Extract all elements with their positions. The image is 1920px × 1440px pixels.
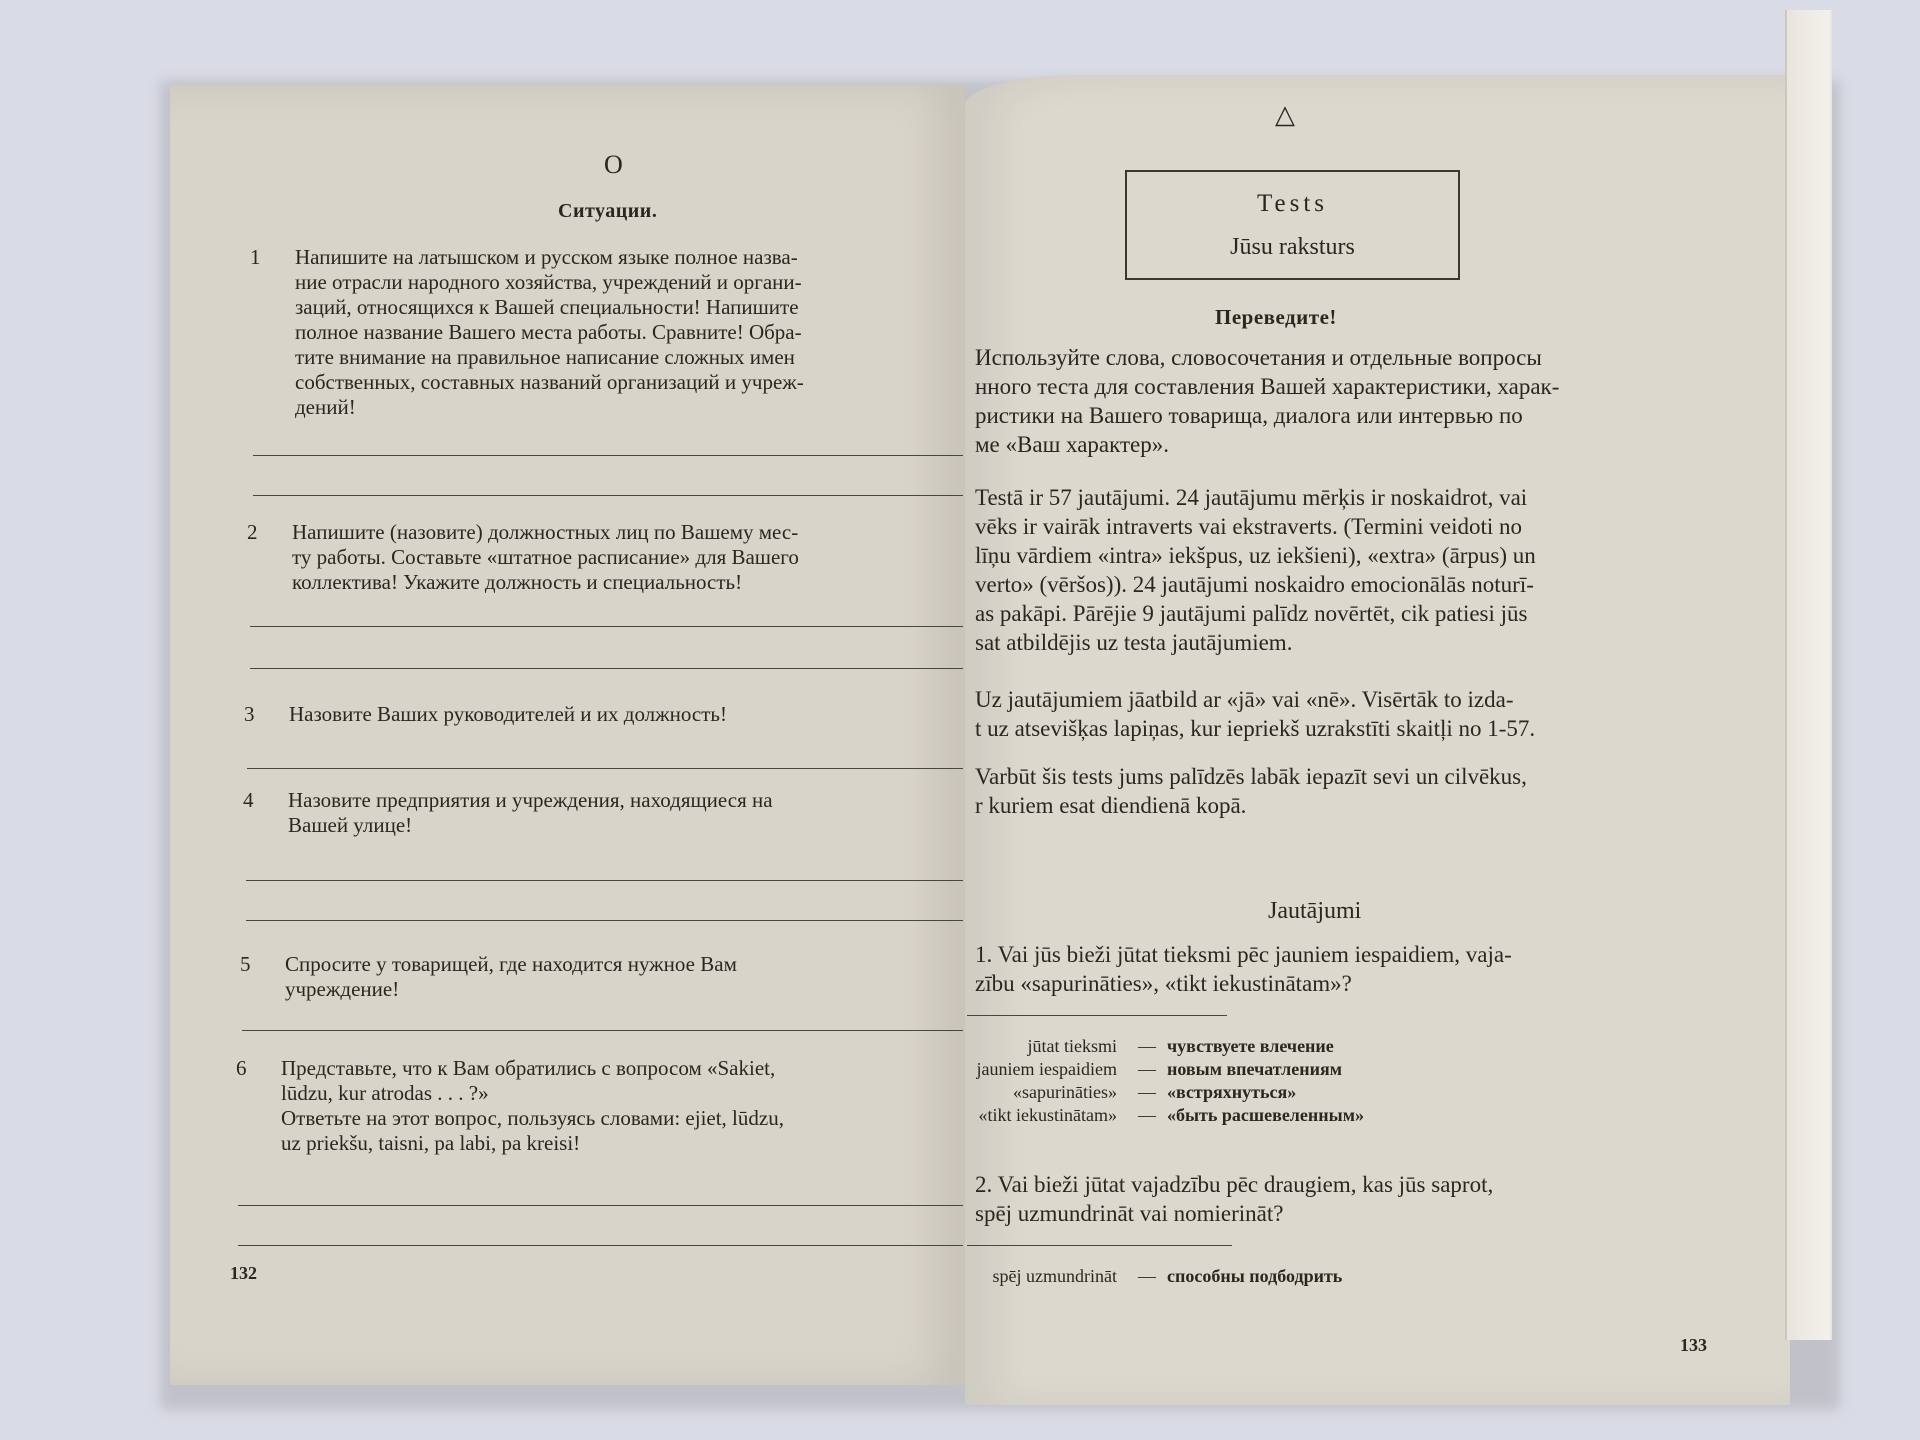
vocab-row [967, 1058, 1364, 1081]
vocab-russian: чувствуете влечение [1167, 1036, 1334, 1056]
question-1: 1. Vai jūs bieži jūtat tieksmi pēc jauniem iespaidiem, vaja- zību «sapurināties», «tikt iekustinātam»? [975, 942, 1512, 996]
item-number: 6 [236, 1056, 247, 1080]
answer-line [242, 1030, 963, 1031]
left-page-number: 132 [230, 1263, 257, 1283]
item-number: 4 [243, 788, 254, 812]
test-description-paragraph: Testā ir 57 jautājumi. 24 jautājumu mērķis ir noskaidrot, vai vēks ir vairāk intraverts vai ekstraverts. (Termini veidoti no līņu vārdiem «intra» iekšpus, uz iekšieni), «extra» (ārpus) un verto» (vēršos)). 24 jautājumi noskaidro emocionālās noturī- as pakāpi. Pārējie 9 jautājumi palīdz novērtēt, cik patiesi jūs sat atbildējis uz testa jautājumiem. [975, 485, 1536, 655]
vocab-dash: — [1138, 1266, 1156, 1286]
answer-line [967, 1015, 1227, 1016]
item-number: 5 [240, 952, 251, 976]
answer-line [253, 455, 963, 456]
vocab-row [967, 1104, 1364, 1127]
answer-line [250, 626, 963, 627]
vocab-latvian: spēj uzmundrināt [992, 1266, 1117, 1286]
answer-line [247, 768, 963, 769]
item-text: Напишите (назовите) должностных лиц по Вашему мес- ту работы. Составьте «штатное расписание» для Вашего коллектива! Укажите должность и специальность! [292, 520, 799, 594]
item-text: Спросите у товарищей, где находится нужное Вам учреждение! [285, 952, 737, 1001]
translate-heading: Переведите! [1215, 305, 1337, 329]
vocab-russian: способны подбодрить [1167, 1266, 1343, 1286]
item-number: 1 [250, 245, 261, 269]
questions-heading: Jautājumi [1268, 898, 1362, 924]
answer-line [246, 880, 963, 881]
item-number: 2 [247, 520, 258, 544]
answer-line [967, 1245, 1232, 1246]
item-number: 3 [244, 702, 255, 726]
vocab-dash: — [1138, 1082, 1156, 1102]
vocab-dash: — [1138, 1059, 1156, 1079]
tests-title-box [1125, 170, 1460, 280]
vocab-table-2 [967, 1265, 1342, 1288]
circle-symbol: O [604, 150, 623, 179]
item-text: Напишите на латышском и русском языке полное назва- ние отрасли народного хозяйства, учреждений и органи- заций, относящихся к Вашей специальности! Напишите полное название Вашего места работы. Сравните! Обра- тите внимание на правильное написание сложных имен собственных, составных названий организаций и учреж- дений! [295, 245, 804, 419]
vocab-row [967, 1081, 1364, 1104]
answer-line [246, 920, 963, 921]
tests-subtitle: Jūsu raksturs [1230, 234, 1355, 260]
triangle-symbol: △ [1275, 100, 1295, 129]
answer-line [238, 1245, 963, 1246]
answer-line [238, 1205, 963, 1206]
vocab-russian: «встряхнуться» [1167, 1082, 1297, 1102]
item-text: Назовите Ваших руководителей и их должность! [289, 702, 727, 726]
vocab-latvian: jauniem iespaidiem [976, 1059, 1117, 1079]
question-2: 2. Vai bieži jūtat vajadzību pēc draugiem, kas jūs saprot, spēj uzmundrināt vai nomierināt? [975, 1172, 1494, 1226]
answer-instructions-paragraph: Uz jautājumiem jāatbild ar «jā» vai «nē». Visērtāk to izda- t uz atsevišķas lapiņas, kur iepriekš uzrakstīti skaitļi no 1-57. [975, 687, 1536, 741]
answer-line [253, 495, 963, 496]
item-text: Назовите предприятия и учреждения, находящиеся на Вашей улице! [288, 788, 773, 837]
vocab-latvian: jūtat tieksmi [1027, 1036, 1117, 1056]
vocab-latvian: «sapurināties» [1013, 1082, 1117, 1102]
vocab-dash: — [1138, 1036, 1156, 1056]
vocab-russian: новым впечатлениям [1167, 1059, 1342, 1079]
vocab-table-1 [967, 1035, 1364, 1127]
vocab-russian: «быть расшевеленным» [1167, 1105, 1364, 1125]
intro-paragraph: Используйте слова, словосочетания и отдельные вопросы нного теста для составления Вашей характеристики, харак- ристики на Вашего товарища, диалога или интервью по ме «Ваш характер». [975, 345, 1560, 457]
page-edge-highlight [1795, 10, 1830, 1340]
right-page-number: 133 [1680, 1335, 1707, 1355]
vocab-dash: — [1138, 1105, 1156, 1125]
vocab-row [967, 1265, 1342, 1288]
vocab-latvian: «tikt iekustinātam» [978, 1105, 1117, 1125]
answer-line [250, 668, 963, 669]
item-text: Представьте, что к Вам обратились с вопросом «Sakiet, lūdzu, kur atrodas . . . ?» Ответьте на этот вопрос, пользуясь словами: ejiet, lūdzu, uz priekšu, taisni, pa labi, pa kreisi! [281, 1056, 784, 1155]
vocab-row [967, 1035, 1364, 1058]
tests-title: Tests [1256, 190, 1329, 217]
closing-paragraph: Varbūt šis tests jums palīdzēs labāk iepazīt sevi un cilvēkus, r kuriem esat diendienā kopā. [975, 764, 1527, 818]
situations-heading: Ситуации. [558, 200, 658, 222]
